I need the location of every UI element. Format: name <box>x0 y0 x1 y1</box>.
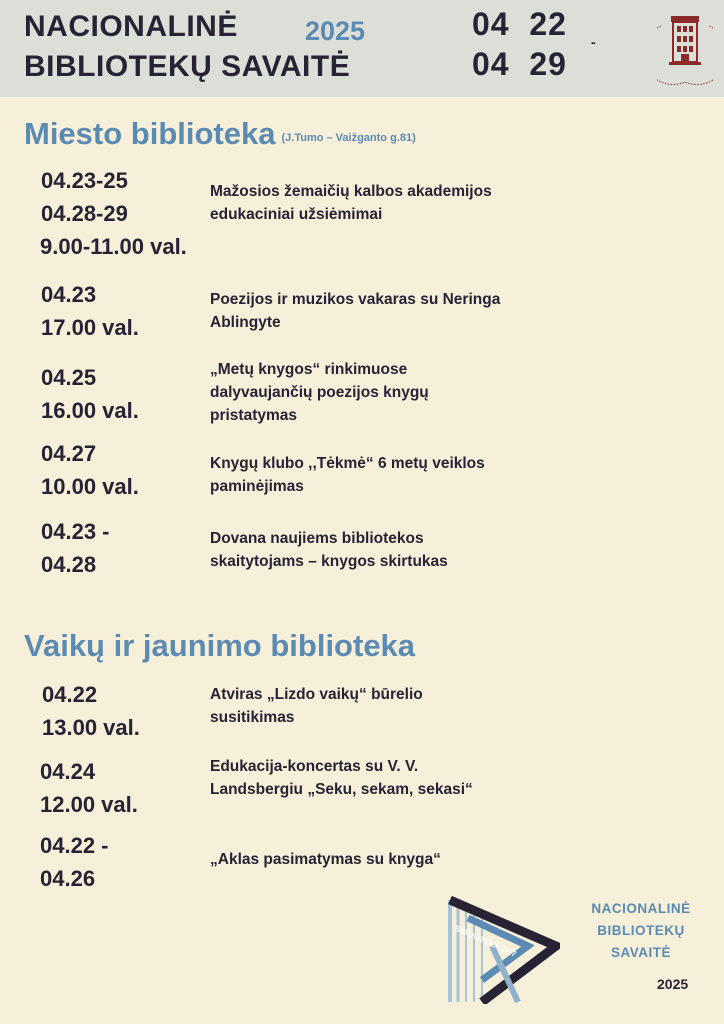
footer-year: 2025 <box>657 976 689 992</box>
header-title-line1: NACIONALINĖ <box>24 10 238 43</box>
youth-event-1-description: Atviras „Lizdo vaikų“ būrelio susitikimas <box>210 686 423 726</box>
city-event-2-description: Poezijos ir muzikos vakaras su Neringa Ablingyte <box>210 291 501 331</box>
youth-event-3-description: „Aklas pasimatymas su knyga“ <box>210 851 441 868</box>
youth-event-2-date: 04.24 12.00 val. <box>40 759 138 817</box>
city-library-address: (J.Tumo – Vaižganto g.81) <box>281 132 416 144</box>
city-library-title <box>24 116 416 152</box>
youth-event-2-description: Edukacija-koncertas su V. V. Landsbergiu „Seku, sekam, sekasi“ <box>210 758 473 798</box>
header-date-end: 04 29 <box>472 46 567 82</box>
city-event-1-date: 04.23-25 04.28-29 9.00-11.00 val. <box>40 168 187 259</box>
city-event-4-date: 04.27 10.00 val. <box>41 441 139 499</box>
library-seal-logo <box>657 12 713 86</box>
footer-event-name: NACIONALINĖ BIBLIOTEKŲ SAVAITĖ <box>591 901 691 960</box>
city-event-5-description: Dovana naujiems bibliotekos skaitytojams – knygos skirtukas <box>210 530 448 570</box>
youth-event-1-date: 04.22 13.00 val. <box>42 682 140 740</box>
city-event-3-description: „Metų knygos“ rinkimuose dalyvaujančių poezijos knygų pristatymas <box>210 361 429 424</box>
youth-library-title: Vaikų ir jaunimo biblioteka <box>24 628 416 663</box>
header-date-dash: - <box>591 34 596 50</box>
header-date-start: 04 22 <box>472 6 567 42</box>
city-event-3-date: 04.25 16.00 val. <box>41 365 139 423</box>
library-week-logo <box>448 896 560 1004</box>
youth-event-3-date: 04.22 - 04.26 <box>40 833 109 891</box>
header-banner <box>0 0 724 97</box>
header-year: 2025 <box>305 16 366 46</box>
logo-text: BIBLIOTEKA 24/7 <box>453 923 518 959</box>
header-title-line2: BIBLIOTEKŲ SAVAITĖ <box>24 50 351 83</box>
city-event-4-description: Knygų klubo ,,Tėkmė“ 6 metų veiklos paminėjimas <box>210 455 485 495</box>
city-event-2-date: 04.23 17.00 val. <box>41 282 139 340</box>
city-event-5-date: 04.23 - 04.28 <box>41 519 110 577</box>
city-event-1-description: Mažosios žemaičių kalbos akademijos edukaciniai užsiėmimai <box>210 183 492 223</box>
city-library-name: Miesto biblioteka <box>24 116 276 151</box>
